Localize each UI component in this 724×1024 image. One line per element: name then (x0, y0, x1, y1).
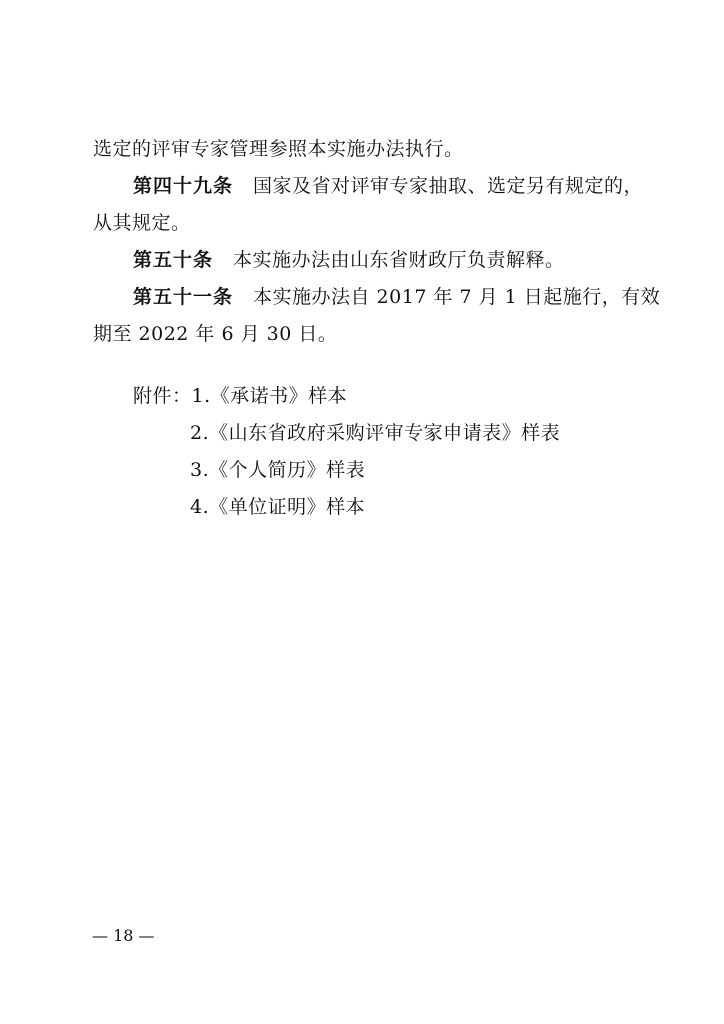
article-51-line-2 (93, 322, 337, 346)
attachments-line-3 (190, 458, 365, 482)
attachment-item: 4.《单位证明》样本 (190, 496, 366, 518)
article-49-line-1 (133, 174, 643, 198)
article-49-line-2 (93, 211, 191, 235)
article-text: 期至 2022 年 6 月 30 日。 (93, 323, 338, 345)
article-number: 第五十条 (133, 249, 214, 271)
article-text: 本实施办法由山东省财政厅负责解释。 (233, 249, 565, 271)
body-text: 选定的评审专家管理参照本实施办法执行。 (93, 138, 464, 160)
article-51-line-1 (133, 285, 660, 309)
article-number: 第四十九条 (133, 175, 234, 197)
article-50-line (133, 248, 565, 272)
article-text: 从其规定。 (93, 212, 191, 234)
article-text: 国家及省对评审专家抽取、选定另有规定的， (253, 175, 644, 197)
article-number: 第五十一条 (133, 286, 234, 308)
page-number: — 18 — (92, 926, 155, 945)
article-text: 本实施办法自 2017 年 7 月 1 日起施行，有效 (253, 286, 661, 308)
attachment-item: 2.《山东省政府采购评审专家申请表》样表 (190, 422, 561, 444)
attachments-label: 附件： (133, 385, 192, 407)
attachments-line-2 (190, 421, 560, 445)
attachment-item: 1.《承诺书》样本 (191, 385, 348, 407)
attachments-line-1 (133, 384, 347, 408)
continuation-line (93, 137, 464, 161)
attachment-item: 3.《个人简历》样表 (190, 459, 366, 481)
attachments-line-4 (190, 495, 365, 519)
